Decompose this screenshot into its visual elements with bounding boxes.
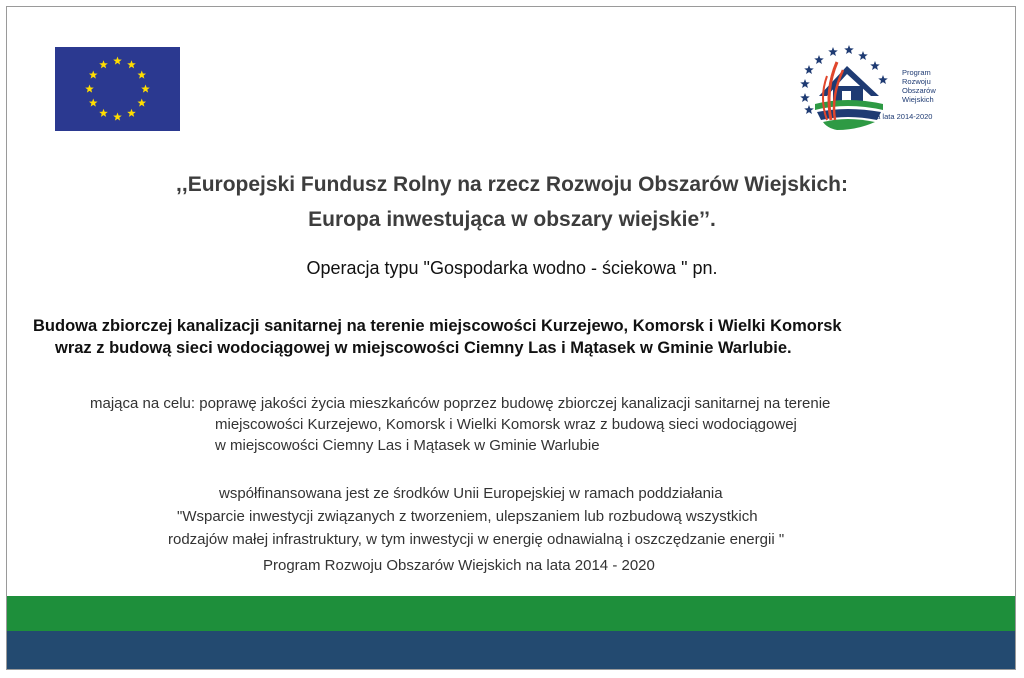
- prow-star-icon: [804, 65, 814, 74]
- eu-star-icon: [137, 71, 146, 79]
- goal-line-1: mająca na celu: poprawę jakości życia mieszkańców poprzez budowę zbiorczej kanalizacji sanitarnej na terenie: [90, 395, 831, 412]
- prow-line: Rozwoju: [902, 77, 931, 86]
- prow-line: Wiejskich: [902, 95, 934, 104]
- prow-star-icon: [844, 45, 854, 54]
- main-title-line-1: ,,Europejski Fundusz Rolny na rzecz Rozwoju Obszarów Wiejskich:: [176, 173, 848, 196]
- prow-star-icon: [804, 105, 814, 114]
- prow-logo-icon: [797, 40, 947, 132]
- eu-star-icon: [99, 60, 108, 68]
- main-title-line-2: Europa inwestująca w obszary wiejskie’’.: [308, 208, 716, 231]
- prow-star-icon: [800, 79, 810, 88]
- prow-star-icon: [858, 51, 868, 60]
- eu-flag-icon: [55, 47, 180, 131]
- eu-star-icon: [113, 57, 122, 65]
- cofinancing-line-2: "Wsparcie inwestycji związanych z tworzeniem, ulepszaniem lub rozbudową wszystkich: [177, 508, 758, 525]
- blue-footer-band: [7, 631, 1015, 669]
- operation-type: Operacja typu "Gospodarka wodno - ściekowa " pn.: [306, 258, 718, 278]
- eu-star-icon: [85, 85, 94, 93]
- goal-line-2: miejscowości Kurzejewo, Komorsk i Wielki Komorsk wraz z budową sieci wodociągowej: [215, 416, 797, 433]
- goal-line-3: w miejscowości Ciemny Las i Mątasek w Gminie Warlubie: [215, 437, 600, 454]
- prow-star-icon: [828, 47, 838, 56]
- program-name: Program Rozwoju Obszarów Wiejskich na lata 2014 - 2020: [263, 557, 655, 574]
- eu-star-icon: [141, 85, 150, 93]
- prow-star-icon: [870, 61, 880, 70]
- eu-star-icon: [137, 99, 146, 107]
- prow-line: Obszarów: [902, 86, 936, 95]
- eu-star-icon: [127, 60, 136, 68]
- eu-star-icon: [89, 71, 98, 79]
- prow-star-icon: [878, 75, 888, 84]
- eu-star-icon: [127, 109, 136, 117]
- project-name-line-2: wraz z budową sieci wodociągowej w miejscowości Ciemny Las i Mątasek w Gminie Warlubie.: [55, 339, 792, 357]
- prow-star-icon: [800, 93, 810, 102]
- prow-logo-text: [902, 68, 936, 104]
- eu-star-icon: [89, 99, 98, 107]
- eu-star-icon: [113, 113, 122, 121]
- cofinancing-line-1: współfinansowana jest ze środków Unii Europejskiej w ramach poddziałania: [219, 485, 723, 502]
- prow-years: na lata 2014-2020: [872, 112, 933, 121]
- green-footer-band: [7, 596, 1015, 631]
- cofinancing-line-3: rodzajów małej infrastruktury, w tym inwestycji w energię odnawialną i oszczędzanie energii ": [168, 531, 785, 548]
- eu-star-icon: [99, 109, 108, 117]
- prow-star-icon: [814, 55, 824, 64]
- project-name-line-1: Budowa zbiorczej kanalizacji sanitarnej na terenie miejscowości Kurzejewo, Komorsk i Wielki Komorsk: [33, 317, 842, 335]
- prow-line: Program: [902, 68, 931, 77]
